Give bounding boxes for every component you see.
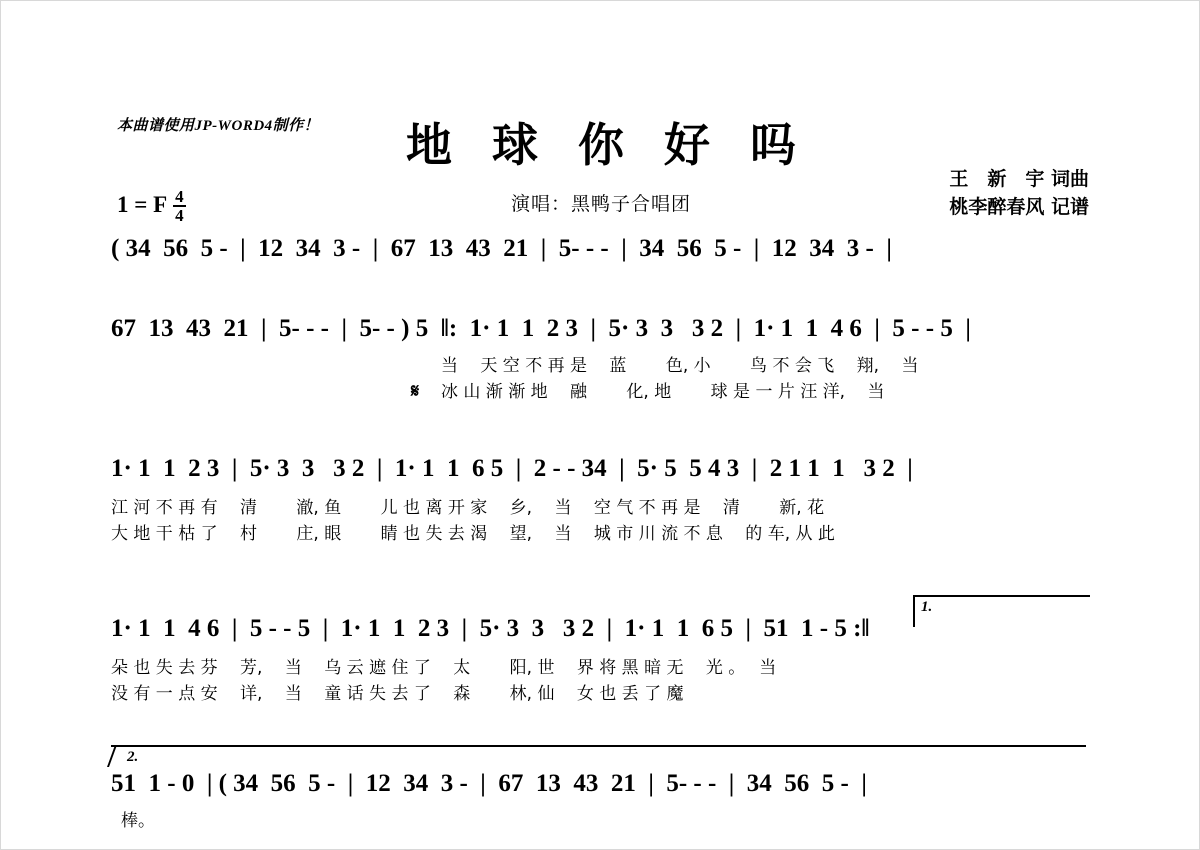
lyric-line: 当 天 空 不 再 是 蓝 色, 小 鸟 不 会 飞 翔, 当 (441, 356, 919, 376)
lyric-line: 冰 山 渐 渐 地 融 化, 地 球 是 一 片 汪 洋, 当 (441, 382, 885, 403)
singer-line: 演唱：黑鸭子合唱团 (510, 193, 691, 215)
time-signature (173, 188, 186, 225)
key-signature (117, 187, 186, 224)
segno-icon: 𝄋 (411, 381, 420, 403)
lyrics-block (111, 655, 1091, 708)
score-row-2 (111, 316, 1091, 406)
credit-composer: 王 新 宇 词曲 (949, 168, 1089, 190)
score-row-5 (111, 771, 1091, 834)
notation-line: 67 13 43 21 | 5- - - | 5- - ) 5 ‖: 1· 1 1 2 3 | 5· 3 3 3 2 | 1· 1 1 4 6 | 5 - - 5 | (111, 315, 971, 342)
lyric-line: 棒。 (121, 811, 155, 831)
lyrics-block (111, 495, 1091, 548)
time-signature-numerator: 4 (175, 187, 184, 206)
lyric-line: 大 地 干 枯 了 村 庄, 眼 睛 也 失 去 渴 望, 当 城 市 川 流 不 息 的 车, 从 此 (111, 524, 835, 545)
lyrics-block (111, 808, 1091, 834)
key-label: 1 = F (117, 192, 168, 218)
lyric-line: 朵 也 失 去 芬 芳, 当 乌 云 遮 住 了 太 阳, 世 界 将 黑 暗 无 光 。 当 (111, 658, 777, 678)
lyric-line: 没 有 一 点 安 详, 当 童 话 失 去 了 森 林, 仙 女 也 丢 了 魔 (111, 684, 684, 705)
score-row-4 (111, 616, 1091, 708)
lyric-line: 江 河 不 再 有 清 澈, 鱼 儿 也 离 开 家 乡, 当 空 气 不 再 是 清 新, 花 (111, 498, 825, 518)
notation-line: 51 1 - 0 | ( 34 56 5 - | 12 34 3 - | 67 13 43 21 | 5- - - | 34 56 5 - | (111, 770, 867, 797)
lyrics-block (111, 353, 1091, 406)
time-signature-denominator: 4 (175, 206, 184, 226)
score-row-3 (111, 456, 1091, 548)
notation-line: 1· 1 1 2 3 | 5· 3 3 3 2 | 1· 1 1 6 5 | 2 - - 34 | 5· 5 5 4 3 | 2 1 1 1 3 2 | (111, 455, 913, 482)
second-ending-label: 2. (127, 749, 139, 765)
first-ending-label: 1. (921, 599, 933, 615)
score-row-1 (111, 236, 1091, 261)
credit-transcriber: 桃李醉春风 记谱 (949, 196, 1089, 218)
notation-line: ( 34 56 5 - | 12 34 3 - | 67 13 43 21 | 5- - - | 34 56 5 - | 12 34 3 - | (111, 235, 892, 262)
page-title: 地 球 你 好 吗 (405, 118, 809, 172)
notation-line: 1· 1 1 4 6 | 5 - - 5 | 1· 1 1 2 3 | 5· 3 3 3 2 | 1· 1 1 6 5 | 51 1 - 5 :‖ (111, 615, 870, 642)
maker-note: 本曲谱使用JP-WORD4制作！ (117, 118, 320, 134)
